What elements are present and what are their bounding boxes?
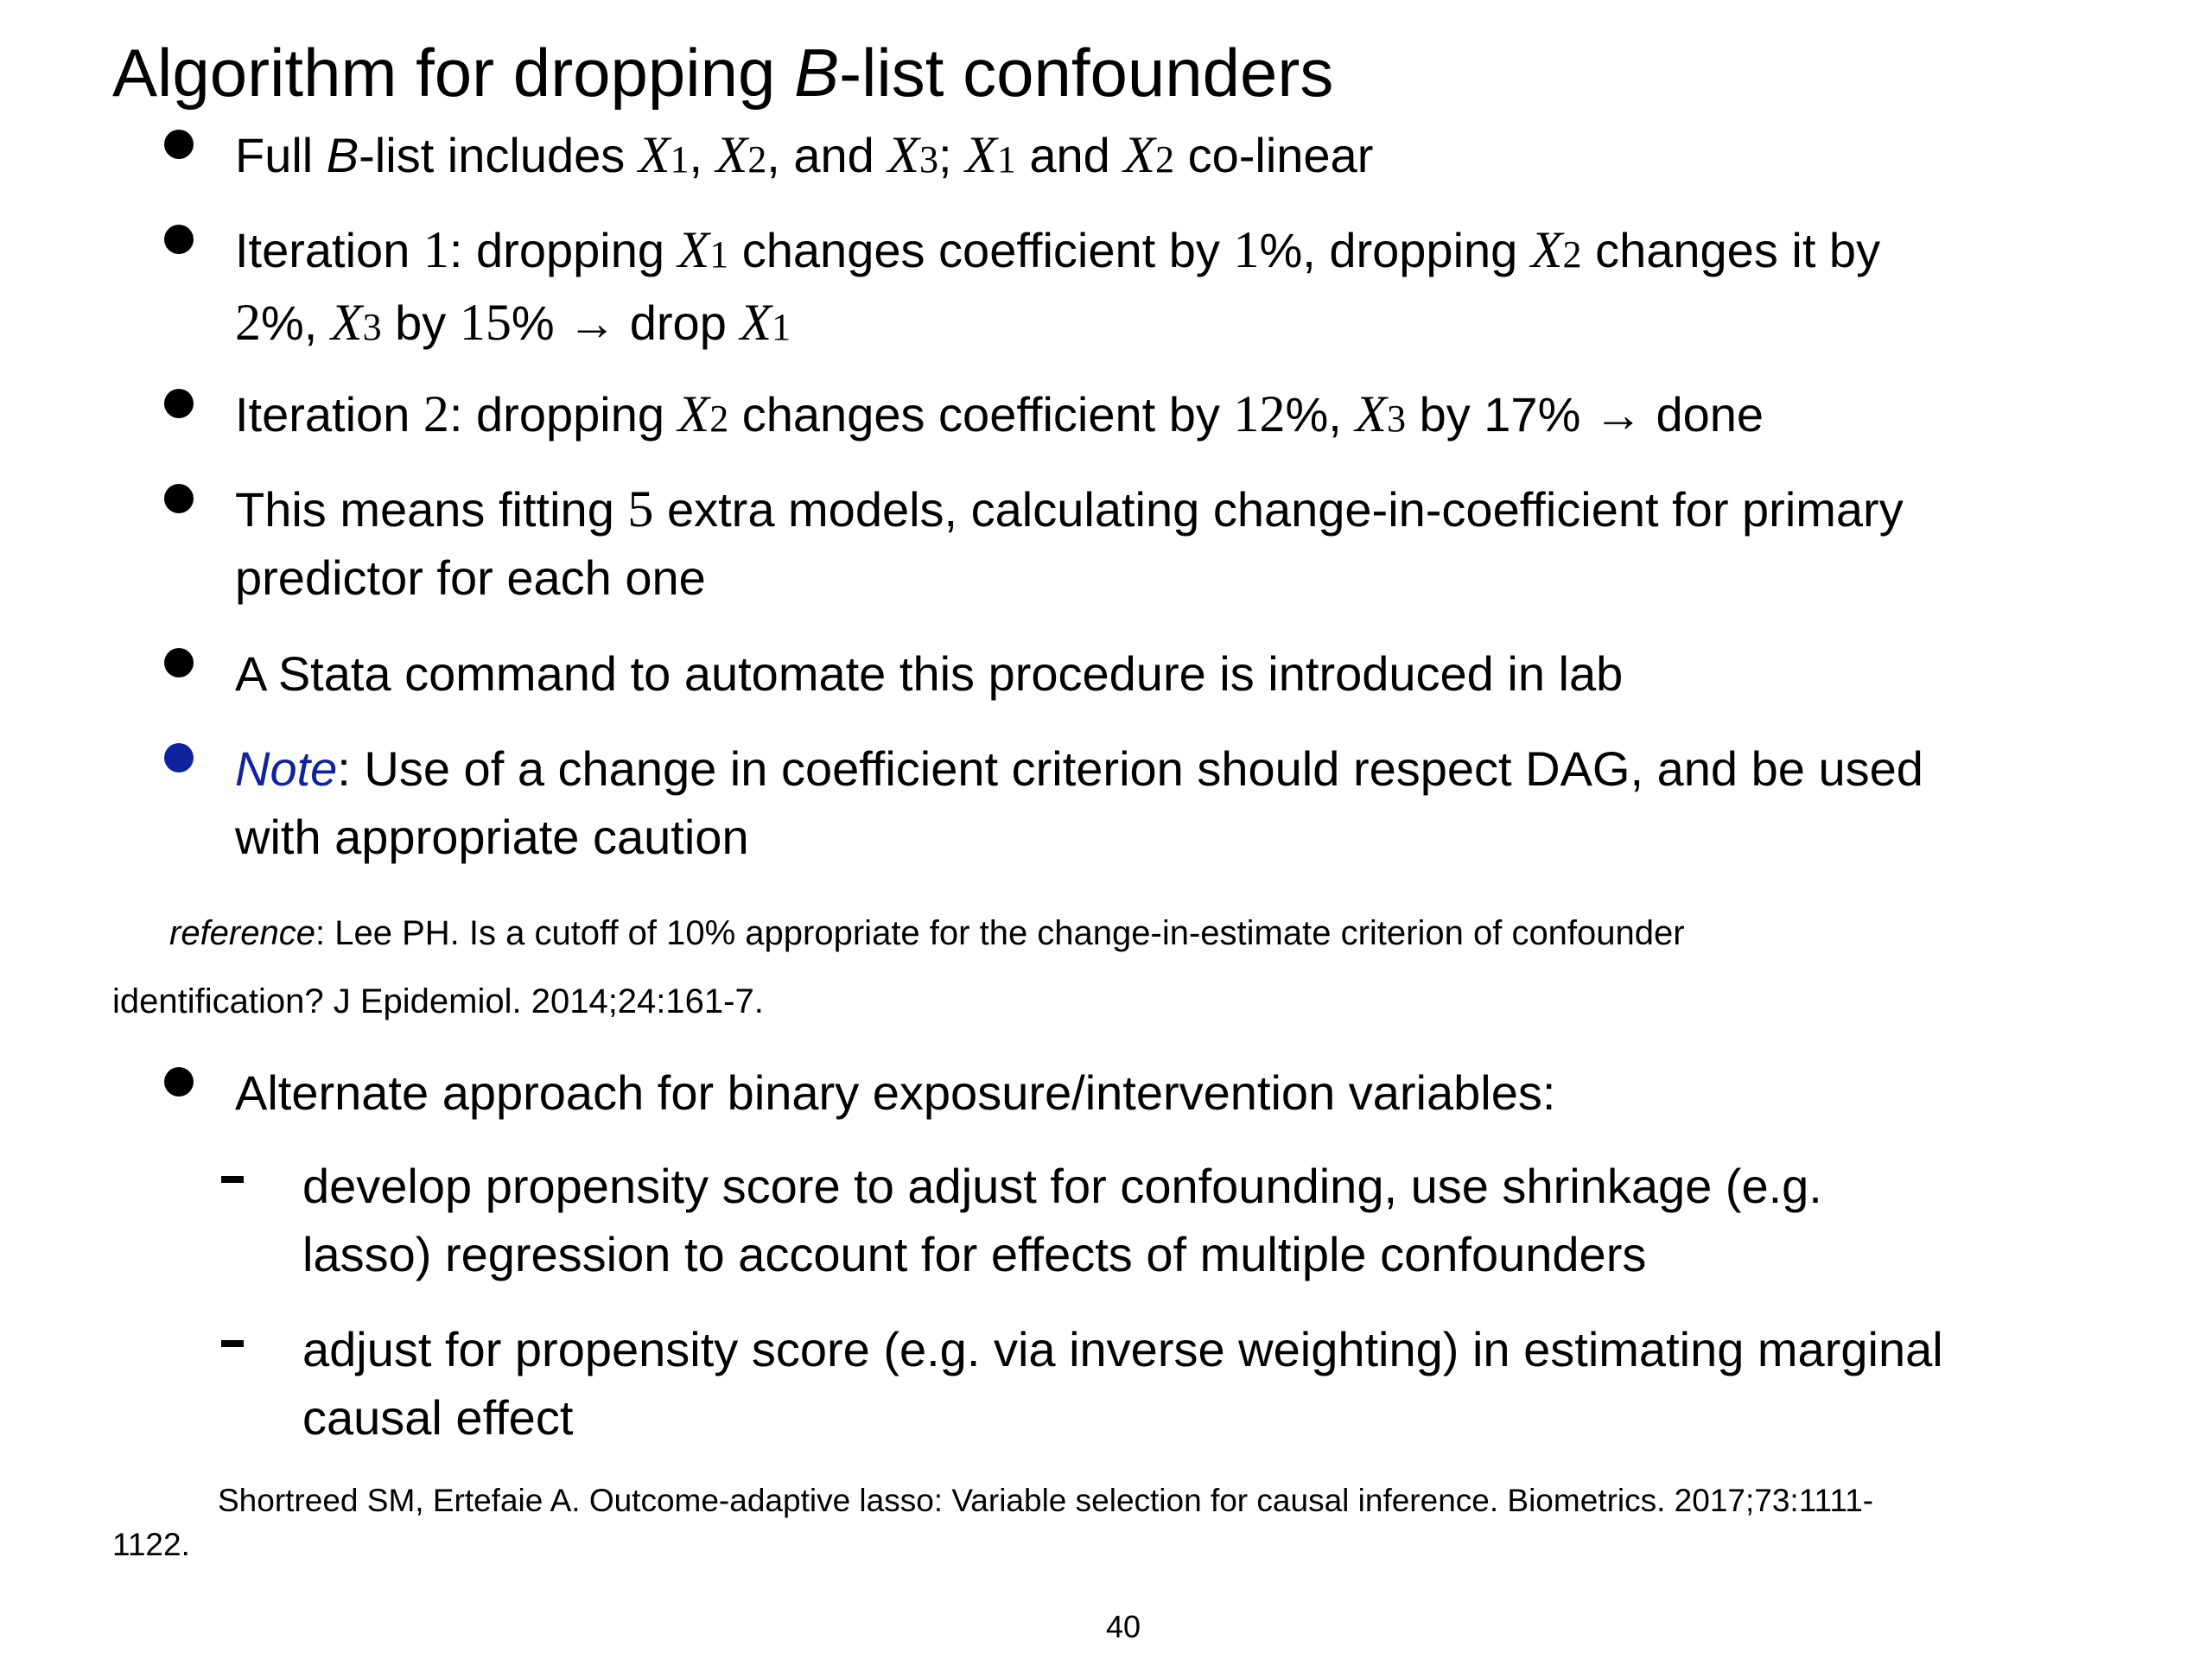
bullet-dot-icon bbox=[164, 225, 194, 254]
bullet-item-note bbox=[235, 734, 1963, 871]
title-italic-letter: B bbox=[794, 35, 840, 111]
reference-label: reference bbox=[169, 914, 315, 952]
bullet-dot-icon bbox=[164, 648, 194, 677]
variable-index: 1 bbox=[670, 138, 690, 181]
bullet-dot-icon bbox=[164, 130, 194, 159]
variable-letter: X bbox=[715, 126, 748, 183]
bullet-text: : Use of a change in coefficient criterion should respect DAG, and be used with appropriate caution bbox=[235, 741, 1923, 864]
variable-letter: X bbox=[677, 385, 710, 442]
variable-index: 1 bbox=[996, 138, 1016, 181]
sub-item: develop propensity score to adjust for confounding, use shrinkage (e.g. lasso) regression to account for effects of multiple confounders bbox=[302, 1159, 1822, 1281]
bullet-dot-icon bbox=[164, 1067, 194, 1096]
sub-item: adjust for propensity score (e.g. via inverse weighting) in estimating marginal causal effect bbox=[302, 1322, 1943, 1445]
bullet-text: by 17% → done bbox=[1406, 387, 1764, 442]
math-variable bbox=[678, 221, 729, 278]
dash-icon bbox=[221, 1176, 244, 1183]
variable-letter: X bbox=[638, 126, 671, 183]
bullet-text: , bbox=[689, 128, 716, 182]
bullet-text: -list includes bbox=[359, 128, 639, 182]
reference-line-1 bbox=[169, 912, 1685, 954]
bullet-text: ; bbox=[938, 128, 966, 182]
math-variable bbox=[331, 294, 382, 351]
variable-letter: X bbox=[965, 126, 997, 183]
bullet-text: and bbox=[1015, 128, 1124, 182]
variable-index: 1 bbox=[709, 233, 729, 276]
variable-letter: X bbox=[740, 294, 772, 351]
note-label: Note bbox=[235, 741, 338, 796]
bullet-text: co-linear bbox=[1174, 128, 1374, 182]
bullet-text: %, bbox=[1285, 387, 1356, 442]
bullet-text: Iteration bbox=[235, 387, 423, 442]
math-variable bbox=[1123, 126, 1174, 183]
bullet-text: changes it by bbox=[1581, 223, 1881, 277]
variable-letter: X bbox=[330, 294, 363, 351]
variable-index: 3 bbox=[362, 306, 382, 348]
bullet-text: by bbox=[381, 296, 460, 350]
bullet-text: % → drop bbox=[511, 296, 741, 350]
math-number: 2 bbox=[423, 385, 449, 442]
math-variable bbox=[740, 294, 791, 351]
bullet-text: %, dropping bbox=[1259, 223, 1531, 277]
variable-index: 2 bbox=[1562, 233, 1582, 276]
slide-title bbox=[112, 29, 1333, 116]
bullet-text: changes coefficient by bbox=[728, 387, 1234, 442]
alternate-heading: Alternate approach for binary exposure/intervention variables: bbox=[235, 1065, 1556, 1120]
math-number: 2 bbox=[235, 294, 261, 351]
title-prefix: Algorithm for dropping bbox=[112, 35, 795, 111]
math-number: 5 bbox=[627, 480, 654, 537]
variable-letter: X bbox=[1355, 385, 1388, 442]
variable-index: 2 bbox=[709, 397, 729, 440]
page-number: 40 bbox=[1105, 1609, 1141, 1644]
bullet-text: extra models, calculating change-in-coefficient for primary predictor for each one bbox=[235, 482, 1904, 605]
italic-letter: B bbox=[326, 128, 359, 182]
bullet-text: : dropping bbox=[448, 387, 678, 442]
bullet-text: : dropping bbox=[448, 223, 678, 277]
variable-letter: X bbox=[677, 221, 710, 278]
bullet-text: changes coefficient by bbox=[728, 223, 1234, 277]
citation-line-2: 1122. bbox=[112, 1527, 190, 1562]
bullet-text: %, bbox=[261, 296, 331, 350]
citation-line-1: Shortreed SM, Ertefaie A. Outcome-adaptive lasso: Variable selection for causal inference. Biometrics. 2017;73:1111- bbox=[218, 1483, 1874, 1518]
math-variable bbox=[887, 126, 938, 183]
reference-text: : Lee PH. Is a cutoff of 10% appropriate for the change-in-estimate criterion of confounder bbox=[315, 914, 1685, 952]
math-number: 1 bbox=[423, 221, 449, 278]
bullet-dot-icon bbox=[164, 743, 194, 772]
variable-letter: X bbox=[887, 126, 920, 183]
variable-letter: X bbox=[1123, 126, 1156, 183]
bullet-item bbox=[235, 639, 1963, 708]
bullet-item bbox=[235, 475, 1937, 612]
bullet-text: A Stata command to automate this procedure is introduced in lab bbox=[235, 646, 1624, 701]
bullet-text: Iteration bbox=[235, 223, 423, 277]
reference-line-2: identification? J Epidemiol. 2014;24:161-7. bbox=[112, 982, 764, 1020]
math-variable bbox=[639, 126, 690, 183]
math-variable bbox=[1355, 385, 1406, 442]
variable-index: 3 bbox=[1387, 397, 1407, 440]
math-variable bbox=[1531, 221, 1582, 278]
bullet-dot-icon bbox=[164, 389, 194, 418]
bullet-item bbox=[235, 380, 1963, 453]
variable-index: 1 bbox=[772, 306, 791, 348]
bullet-item bbox=[235, 121, 1963, 194]
variable-letter: X bbox=[1530, 221, 1563, 278]
title-suffix: -list confounders bbox=[839, 35, 1334, 111]
math-number: 15 bbox=[459, 294, 512, 351]
math-number: 12 bbox=[1233, 385, 1286, 442]
bullet-text: This means fitting bbox=[235, 482, 628, 537]
math-variable bbox=[678, 385, 729, 442]
bullet-text: Full bbox=[235, 128, 327, 182]
variable-index: 2 bbox=[1155, 138, 1175, 181]
math-number: 1 bbox=[1233, 221, 1260, 278]
bullet-item bbox=[235, 216, 1963, 361]
math-variable bbox=[965, 126, 1016, 183]
math-variable bbox=[716, 126, 767, 183]
bullet-dot-icon bbox=[164, 484, 194, 513]
dash-icon bbox=[221, 1340, 244, 1347]
variable-index: 3 bbox=[919, 138, 939, 181]
bullet-text: , and bbox=[766, 128, 888, 182]
variable-index: 2 bbox=[747, 138, 767, 181]
